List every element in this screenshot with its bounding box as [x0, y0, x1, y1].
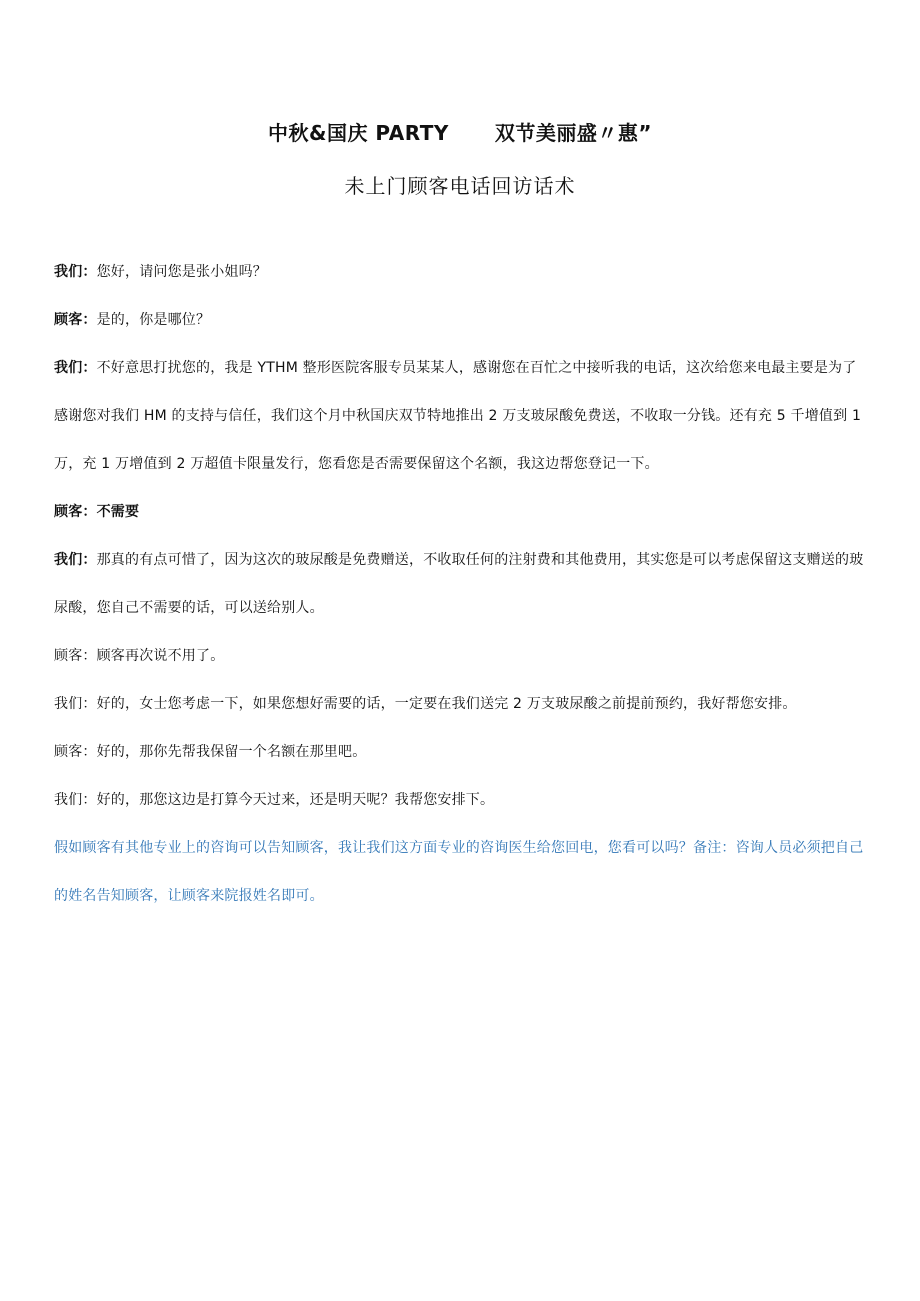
line-text: 好的，那你先帮我保留一个名额在那里吧。 — [96, 744, 367, 760]
speaker-label: 顾客： — [54, 312, 97, 328]
speaker-label: 我们： — [54, 360, 97, 376]
dialogue-line — [54, 680, 870, 728]
dialogue-line — [54, 296, 870, 344]
line-text: 好的，女士您考虑一下，如果您想好需要的话，一定要在我们送完 2 万支玻尿酸之前提前预约，我好帮您安排。 — [96, 696, 797, 712]
dialogue-line — [54, 776, 870, 824]
speaker-label: 我们： — [54, 264, 97, 280]
line-text: 顾客再次说不用了。 — [96, 648, 225, 664]
speaker-label: 顾客： — [54, 504, 97, 520]
speaker-label: 顾客： — [54, 744, 97, 760]
line-text: 是的，你是哪位？ — [96, 312, 211, 328]
dialogue-line — [54, 728, 870, 776]
title-left: 中秋&国庆 PARTY — [268, 121, 449, 145]
line-text: 不好意思打扰您的，我是 YTHM 整形医院客服专员某某人，感谢您在百忙之中接听我的电话，这次给您来电最主要是为了感谢您对我们 HM 的支持与信任，我们这个月中秋国庆双节特地推出 2 万支玻尿酸免费送，不收取一分钱。还有充 5 千增值到 1 万，充 1 万增值到 2 万超值卡限量发行，您看您是否需要保留这个名额，我这边帮您登记一下。 — [54, 360, 862, 472]
document-subtitle: 未上门顾客电话回访话术 — [344, 174, 576, 198]
line-text: 好的，那您这边是打算今天过来，还是明天呢？我帮您安排下。 — [96, 792, 495, 808]
line-text: 您好，请问您是张小姐吗？ — [96, 264, 268, 280]
dialogue-line — [54, 536, 870, 632]
speaker-label: 我们： — [54, 552, 97, 568]
title-right: 双节美丽盛〃惠” — [494, 121, 652, 145]
note-paragraph: 假如顾客有其他专业上的咨询可以告知顾客，我让我们这方面专业的咨询医生给您回电，您看可以吗？备注：咨询人员必须把自己的姓名告知顾客，让顾客来院报姓名即可。 — [54, 840, 864, 904]
speaker-label: 我们： — [54, 792, 97, 808]
document-title — [0, 117, 920, 146]
dialogue-line — [54, 344, 870, 488]
dialogue-line — [54, 248, 870, 296]
dialogue-line — [54, 632, 870, 680]
speaker-label: 顾客： — [54, 648, 97, 664]
dialogue-line — [54, 488, 870, 536]
dialogue-script — [54, 248, 870, 920]
line-text: 那真的有点可惜了，因为这次的玻尿酸是免费赠送，不收取任何的注射费和其他费用，其实您是可以考虑保留这支赠送的玻尿酸，您自己不需要的话，可以送给别人。 — [54, 552, 864, 616]
speaker-label: 我们： — [54, 696, 97, 712]
line-text: 不需要 — [96, 504, 140, 520]
